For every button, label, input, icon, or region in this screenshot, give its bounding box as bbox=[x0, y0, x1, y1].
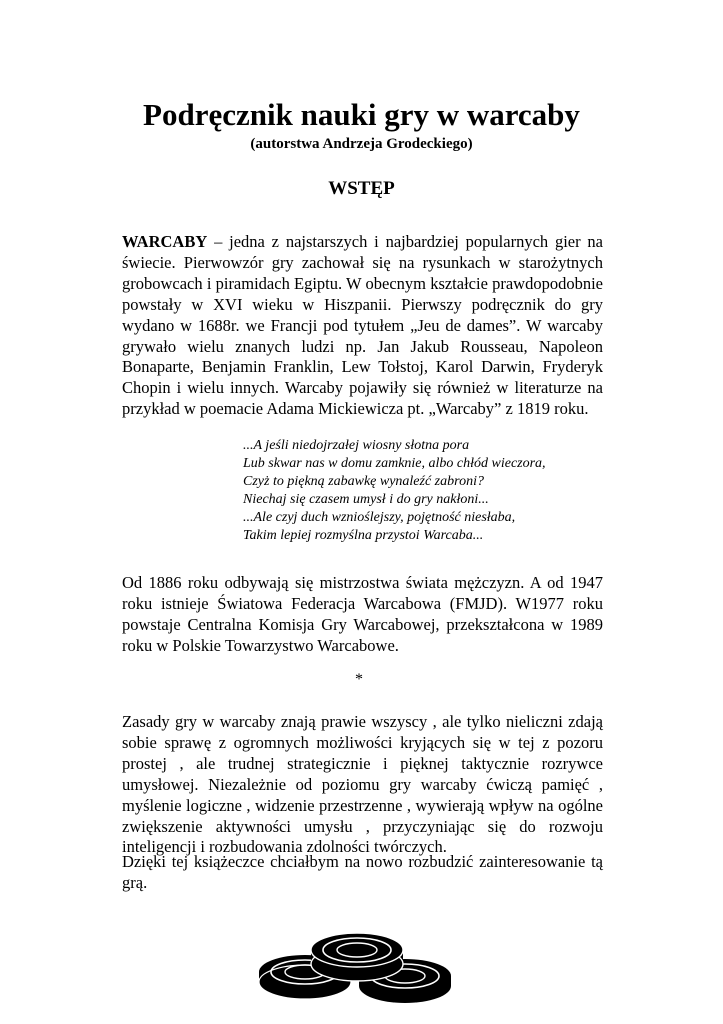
poem-line: Takim lepiej rozmyślna przystoi Warcaba... bbox=[243, 528, 484, 543]
poem-line: Niechaj się czasem umysł i do gry nakłoni... bbox=[243, 492, 489, 507]
section-separator: * bbox=[355, 671, 363, 688]
document-title: Podręcznik nauki gry w warcaby bbox=[143, 97, 580, 132]
poem-line: ...Ale czyj duch wznioślejszy, pojętność niesłaba, bbox=[243, 510, 516, 525]
poem-line: ...A jeśli niedojrzałej wiosny słotna pora bbox=[243, 438, 470, 453]
poem-line: Czyż to piękną zabawkę wynaleźć zabroni? bbox=[243, 474, 484, 489]
poem-line: Lub skwar nas w domu zamknie, albo chłód wieczora, bbox=[243, 456, 546, 471]
section-heading: WSTĘP bbox=[328, 178, 395, 199]
history-paragraph: Od 1886 roku odbywają się mistrzostwa świata mężczyzn. A od 1947 roku istnieje Światowa Federacja Warcabowa (FMJD). W1977 roku powstaje Centralna Komisja Gry Warcabowej, przekształcona w 1989 roku w Polskie Towarzystwo Warcabowe. bbox=[122, 573, 603, 655]
rules-paragraph: Zasady gry w warcaby znają prawie wszyscy , ale tylko nieliczni zdają sobie sprawę z ogromnych możliwości kryjących się w tej z pozoru prostej , ale trudnej strategicznie i pięknej taktycznie rozrywce umysłowej. Niezależnie od poziomu gry warcaby ćwiczą pamięć , myślenie logiczne , widzenie przestrzenne , wywierają wpływ na ogólne zwiększenie aktywności umysłu , przyczyniając się do rozwoju inteligencji i rozbudowania zdolności twórczych. bbox=[122, 712, 603, 857]
closing-paragraph: Dzięki tej książeczce chciałbym na nowo rozbudzić zainteresowanie tą grą. bbox=[122, 852, 603, 892]
checker-piece-center-icon bbox=[311, 933, 403, 981]
intro-paragraph bbox=[122, 232, 603, 420]
poem-quote bbox=[243, 437, 546, 545]
checkers-pieces-icon bbox=[255, 920, 455, 1014]
intro-text: – jedna z najstarszych i najbardziej popularnych gier na świecie. Pierwowzór gry zachował się na rysunkach w starożytnych grobowcach i piramidach Egiptu. W obecnym kształcie prawdopodobnie powstały w XVI wieku w Hiszpanii. Pierwszy podręcznik do gry wydano w 1688r. we Francji pod tytułem „Jeu de dames”. W warcaby grywało wielu znanych ludzi np. Jan Jakub Rousseau, Napoleon Bonaparte, Benjamin Franklin, Lew Tołstoj, Karol Darwin, Fryderyk Chopin i wielu innych. Warcaby pojawiły się również w literaturze na przykład w poemacie Adama Mickiewicza pt. „Warcaby” z 1819 roku. bbox=[122, 232, 603, 419]
document-subtitle: (autorstwa Andrzeja Grodeckiego) bbox=[250, 136, 473, 152]
intro-lead: WARCABY bbox=[122, 232, 208, 251]
